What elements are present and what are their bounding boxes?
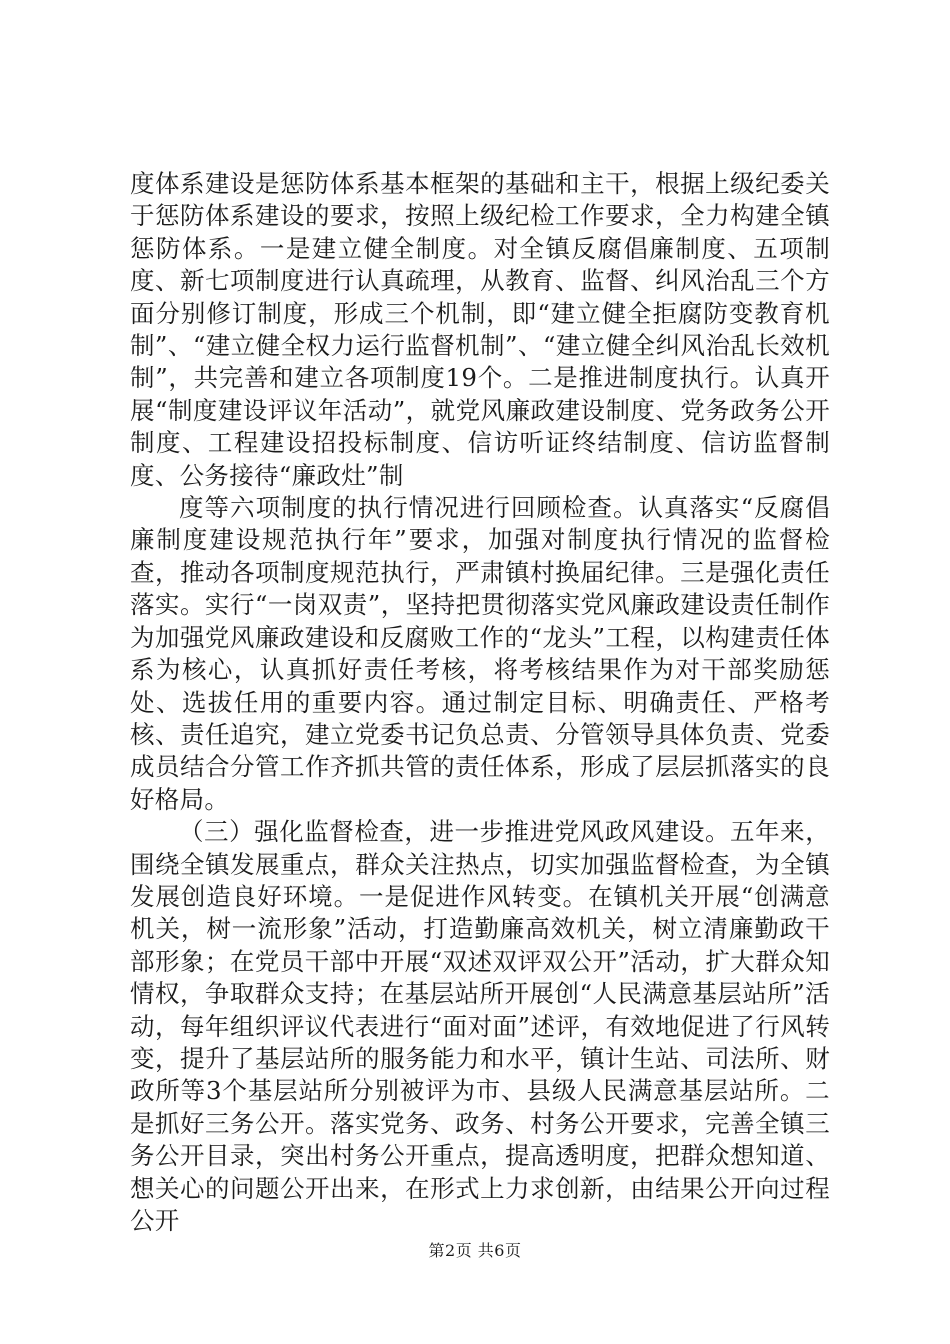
paragraph-3: （三）强化监督检查，进一步推进党风政风建设。五年来，围绕全镇发展重点，群众关注热点，切实加强监督检查，为全镇发展创造良好环境。一是促进作风转变。在镇机关开展“创满意机关，树一流形象”活动，打造勤廉高效机关，树立清廉勤政干部形象；在党员干部中开展“双述双评双公开”活动，扩大群众知情权，争取群众支持；在基层站所开展创“人民满意基层站所”活动，每年组织评议代表进行“面对面”述评，有效地促进了行风转变，提升了基层站所的服务能力和水平，镇计生站、司法所、财政所等3个基层站所分别被评为市、县级人民满意基层站所。二是抓好三务公开。落实党务、政务、村务公开要求，完善全镇三务公开目录，突出村务公开重点，提高透明度，把群众想知道、想关心的问题公开出来，在形式上力求创新，由结果公开向过程公开 xyxy=(130,817,830,1235)
page-number-footer: 第2页 共6页 xyxy=(428,1241,522,1260)
paragraph-2: 度等六项制度的执行情况进行回顾检查。认真落实“反腐倡廉制度建设规范执行年”要求，加强对制度执行情况的监督检查，推动各项制度规范执行，严肃镇村换届纪律。三是强化责任落实。实行“一岗双责”，坚持把贯彻落实党风廉政建设责任制作为加强党风廉政建设和反腐败工作的“龙头”工程，以构建责任体系为核心，认真抓好责任考核，将考核结果作为对干部奖励惩处、选拔任用的重要内容。通过制定目标、明确责任、严格考核、责任追究，建立党委书记负总责、分管领导具体负责、党委成员结合分管工作齐抓共管的责任体系，形成了层层抓落实的良好格局。 xyxy=(130,493,830,814)
document-body xyxy=(130,168,830,1237)
paragraph-1: 度体系建设是惩防体系基本框架的基础和主干，根据上级纪委关于惩防体系建设的要求，按照上级纪检工作要求，全力构建全镇惩防体系。一是建立健全制度。对全镇反腐倡廉制度、五项制度、新七项制度进行认真疏理，从教育、监督、纠风治乱三个方面分别修订制度，形成三个机制，即“建立健全拒腐防变教育机制”、“建立健全权力运行监督机制”、“建立健全纠风治乱长效机制”，共完善和建立各项制度19个。二是推进制度执行。认真开展“制度建设评议年活动”，就党风廉政建设制度、党务政务公开制度、工程建设招投标制度、信访听证终结制度、信访监督制度、公务接待“廉政灶”制 xyxy=(130,169,830,490)
